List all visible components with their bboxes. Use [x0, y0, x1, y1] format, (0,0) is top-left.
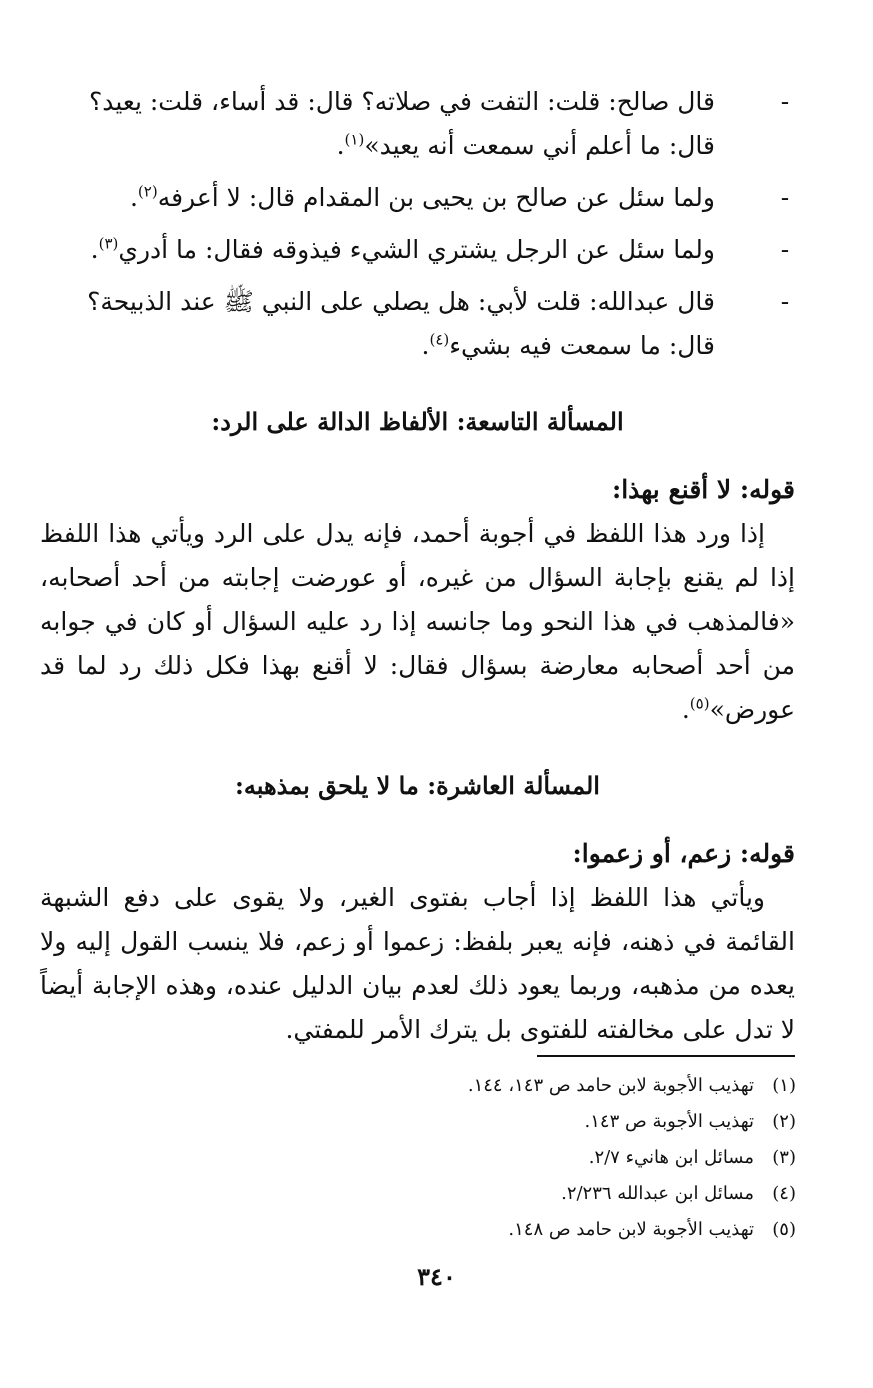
footnote-ref: (١) — [344, 130, 365, 149]
page-number: ٣٤٠ — [417, 1262, 456, 1291]
footnote-number: (٤) — [772, 1183, 796, 1204]
list-item-end: . — [336, 131, 345, 160]
list-item-text: قال صالح: قلت: التفت في صلاته؟ قال: قد أساء، قلت: يعيد؟ قال: ما أعلم أني سمعت أنه يعيد» — [88, 87, 715, 160]
footnote — [196, 1068, 796, 1104]
subheading: قوله: لا أقنع بهذا: — [611, 475, 795, 504]
list-item-text: قال عبدالله: قلت لأبي: هل يصلي على النبي ﷺ عند الذبيحة؟ قال: ما سمعت فيه بشيء — [87, 287, 715, 360]
section-heading: المسألة العاشرة: ما لا يلحق بمذهبه: — [235, 771, 600, 800]
footnote — [196, 1176, 796, 1212]
list-item — [40, 80, 795, 168]
footnote — [196, 1212, 796, 1248]
paragraph: ويأتي هذا اللفظ إذا أجاب بفتوى الغير، ولا يقوى على دفع الشبهة القائمة في ذهنه، فإنه يعبر بلفظ: زعموا أو زعم، فلا ينسب القول إليه ولا يعده من مذهبه، وربما يعود ذلك لعدم بيان الدليل عنده، وهذه الإجابة أيضاً لا تدل على مخالفته للفتوى بل يترك الأمر للمفتي. — [40, 883, 795, 1044]
footnote — [196, 1104, 796, 1140]
list-item-end: . — [129, 183, 138, 212]
footnote-ref: (٤) — [429, 330, 450, 349]
footnote-divider — [537, 1055, 795, 1057]
paragraph — [40, 512, 795, 732]
paragraph-text: إذا ورد هذا اللفظ في أجوبة أحمد، فإنه يدل على الرد ويأتي هذا اللفظ إذا لم يقنع بإجابة السؤال من غيره، أو عورضت إجابته من أحد أصحابه، «فالمذهب في هذا النحو وما جانسه إذا رد عليه السؤال أو كان في جوابه من أحد أصحابه معارضة بسؤال فقال: لا أقنع بهذا فكل ذلك رد لما قد عورض» — [40, 519, 795, 724]
footnote-text: تهذيب الأجوبة لابن حامد ص ١٤٨. — [508, 1219, 754, 1240]
page-body — [40, 80, 795, 1052]
list-item — [40, 176, 795, 220]
list-item — [40, 228, 795, 272]
footnote-number: (٢) — [772, 1111, 796, 1132]
footnote-number: (٥) — [772, 1219, 796, 1240]
footnote-ref: (٥) — [689, 694, 710, 713]
list-item-text: ولما سئل عن الرجل يشتري الشيء فيذوقه فقال: ما أدري — [118, 235, 715, 264]
footnote-number: (١) — [772, 1075, 796, 1096]
list-dash: - — [780, 287, 790, 316]
footnote-number: (٣) — [772, 1147, 796, 1168]
footnote-ref: (٣) — [98, 234, 119, 253]
footnote-text: مسائل ابن هانيء ٢/٧. — [588, 1147, 754, 1168]
list-item — [40, 280, 795, 368]
list-item-end: . — [421, 331, 430, 360]
subheading: قوله: زعم، أو زعموا: — [572, 839, 795, 868]
list-item-text: ولما سئل عن صالح بن يحيى بن المقدام قال: لا أعرفه — [157, 183, 715, 212]
list-dash: - — [780, 87, 790, 116]
list-dash: - — [780, 235, 790, 264]
list-item-end: . — [90, 235, 99, 264]
footnote-text: مسائل ابن عبدالله ٢/٢٣٦. — [561, 1183, 754, 1204]
paragraph-end: . — [681, 695, 690, 724]
section-heading: المسألة التاسعة: الألفاظ الدالة على الرد: — [211, 407, 624, 436]
list-dash: - — [780, 183, 790, 212]
footnote — [196, 1140, 796, 1176]
footnote-ref: (٢) — [137, 182, 158, 201]
footnotes — [196, 1068, 796, 1248]
footnote-text: تهذيب الأجوبة ص ١٤٣. — [584, 1111, 754, 1132]
footnote-text: تهذيب الأجوبة لابن حامد ص ١٤٣، ١٤٤. — [467, 1075, 754, 1096]
